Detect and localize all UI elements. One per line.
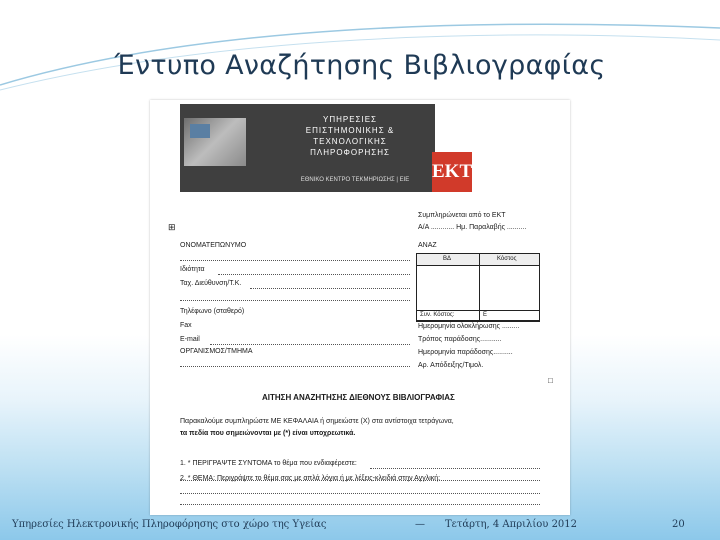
banner-footer: ΕΘΝΙΚΟ ΚΕΝΤΡΟ ΤΕΚΜΗΡΙΩΣΗΣ | ΕΙΕ (300, 177, 410, 183)
instructions-line-2: τα πεδία που σημειώνονται με (*) είναι υποχρεωτικά. (180, 430, 356, 437)
page-number: 20 (672, 519, 685, 530)
search-heading: ΑΝΑΖ (418, 242, 437, 249)
service-banner (180, 104, 435, 192)
email-label: E-mail (180, 336, 200, 343)
cost-header: Κόστος (497, 256, 517, 262)
question-2: 2. * ΘΕΜΑ: Περιγράψτε το θέμα σας με απλά λόγια ή με λέξεις-κλειδιά στην Αγγλική: (180, 475, 441, 482)
total-cost-row: Συν. Κόστος: Ε (416, 310, 540, 322)
footer-dash: — (415, 519, 425, 530)
office-use-label: Συμπληρώνεται από το ΕΚΤ (418, 212, 506, 219)
db-header: ΒΔ (443, 256, 452, 262)
status-label: Ιδιότητα (180, 266, 205, 273)
form-image (150, 100, 570, 515)
slide-title: Έντυπο Αναζήτησης Βιβλιογραφίας (114, 50, 606, 81)
instructions-line-1: Παρακαλούμε συμπληρώστε ΜΕ ΚΕΦΑΛΑΙΑ ή σημειώστε (Χ) στα αντίστοιχα τετράγωνα, (180, 418, 454, 425)
completion-date-label: Ημερομηνία ολοκλήρωσης ......... (418, 323, 520, 330)
receipt-label: Αρ. Απόδειξης/Τιμολ. (418, 362, 484, 369)
fax-label: Fax (180, 322, 192, 329)
delivery-method-label: Τρόπος παράδοσης........... (418, 336, 502, 343)
footer-text: Υπηρεσίες Ηλεκτρονικής Πληροφόρησης στο χώρο της Υγείας (12, 519, 327, 530)
phone-label: Τηλέφωνο (σταθερό) (180, 308, 245, 315)
checkbox-icon: □ (548, 376, 553, 385)
computer-screen-image (184, 118, 246, 166)
office-use-line: Α/Α ............ Ημ. Παραλαβής .......... (418, 224, 527, 231)
delivery-date-label: Ημερομηνία παράδοσης.......... (418, 349, 513, 356)
address-label: Ταχ. Διεύθυνση/Τ.Κ. (180, 280, 242, 287)
organization-label: ΟΡΓΑΝΙΣΜΟΣ/ΤΜΗΜΑ (180, 348, 253, 355)
name-label: ΟΝΟΜΑΤΕΠΩΝΥΜΟ (180, 242, 247, 249)
banner-text: ΥΠΗΡΕΣΙΕΣ ΕΠΙΣΤΗΜΟΝΙΚΗΣ & ΤΕΧΝΟΛΟΓΙΚΗΣ ΠΛΗΡΟΦΟΡΗΣΗΣ (305, 115, 395, 157)
ekt-logo: ΕΚΤ (432, 152, 472, 192)
question-1: 1. * ΠΕΡΙΓΡΑΨΤΕ ΣΥΝΤΟΜΑ το θέμα που ενδιαφέρεστε: (180, 460, 357, 467)
footer-date: Τετάρτη, 4 Απριλίου 2012 (445, 519, 578, 530)
request-title: ΑΙΤΗΣΗ ΑΝΑΖΗΤΗΣΗΣ ΔΙΕΘΝΟΥΣ ΒΙΒΛΙΟΓΡΑΦΙΑΣ (262, 393, 455, 402)
move-handle-icon: ⊞ (168, 222, 176, 232)
